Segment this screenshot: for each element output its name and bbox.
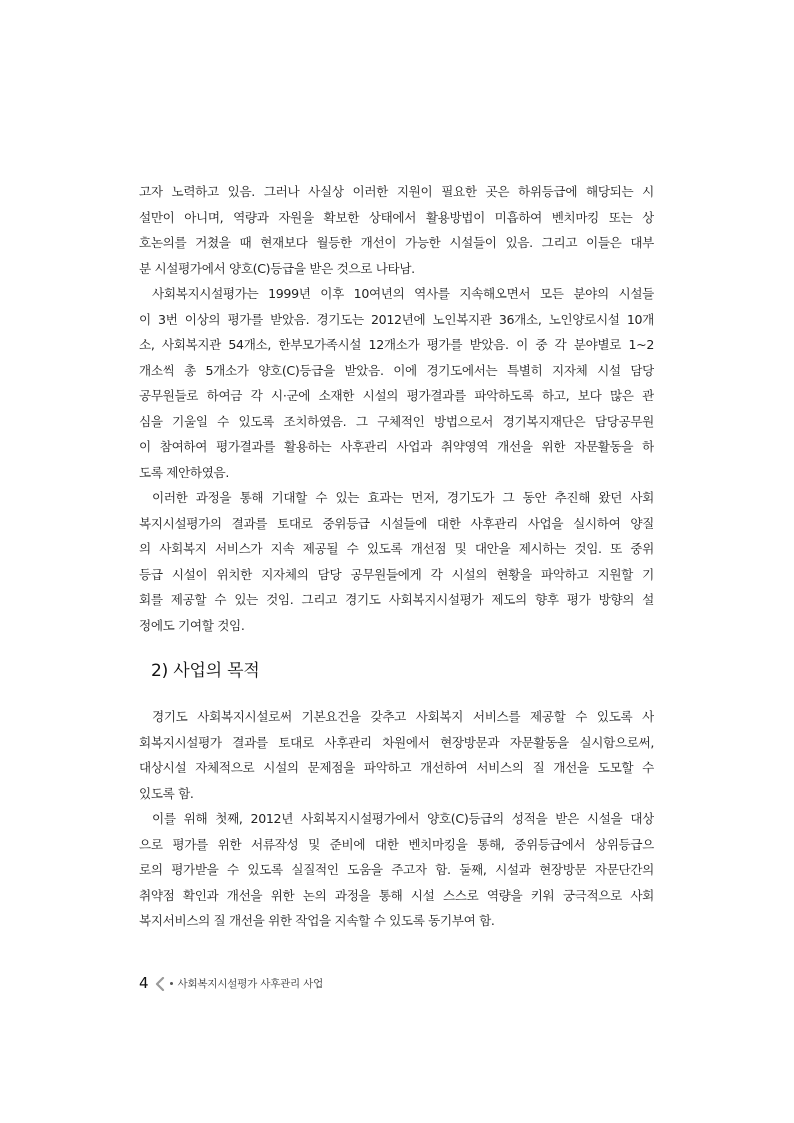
text-line: 이 참여하여 평가결과를 활용하는 사후관리 사업과 취약영역 개선을 위한 자문활동을 하 [139, 439, 654, 454]
text-line: 심을 기울일 수 있도록 조치하였음. 그 구체적인 방법으로서 경기복지재단은 담당공무원 [139, 413, 654, 429]
text-line: 분 시설평가에서 양호(C)등급을 받은 것으로 나타남. [139, 260, 415, 276]
text-line: 설만이 아니며, 역량과 자원을 확보한 상태에서 활용방법이 미흡하여 벤치마킹 또는 상 [139, 209, 654, 225]
text-line: 이를 위해 첫째, 2012년 사회복지시설평가에서 양호(C)등급의 성적을 받은 시설을 대상 [152, 811, 654, 826]
paragraph-expected-effects [139, 485, 654, 638]
text-line: 정에도 기여할 것임. [139, 617, 245, 633]
body-text [139, 179, 654, 934]
text-line: 이 3번 이상의 평가를 받았음. 경기도는 2012년에 노인복지관 36개소, 노인양로시설 10개 [139, 311, 654, 327]
text-line: 있도록 함. [139, 785, 194, 801]
text-line: 소, 사회복지관 54개소, 한부모가족시설 12개소가 평가를 받았음. 이 중 각 분야별로 1~2 [139, 337, 654, 352]
text-line: 호논의를 거쳤을 때 현재보다 월등한 개선이 가능한 시설들이 있음. 그리고 이들은 대부 [139, 235, 654, 250]
text-line: 고자 노력하고 있음. 그러나 사실상 이러한 지원이 필요한 곳은 하위등급에 해당되는 시 [139, 184, 654, 199]
page-number: 4 [139, 974, 149, 992]
section-heading-text: 2) 사업의 목적 [151, 661, 260, 681]
paragraph-evaluation-history [139, 281, 654, 485]
text-line: 경기도 사회복지시설로써 기본요건을 갖추고 사회복지 서비스를 제공할 수 있도록 사 [152, 709, 654, 724]
text-line: 공무원들로 하여금 각 시·군에 소재한 시설의 평가결과를 파악하도록 하고, 보다 많은 관 [139, 388, 654, 403]
footer-document-title: 사회복지시설평가 사후관리 사업 [177, 977, 324, 990]
text-line: 으로 평가를 위한 서류작성 및 준비에 대한 벤치마킹을 통해, 중위등급에서 상위등급으 [139, 836, 654, 852]
text-line: 대상시설 자체적으로 시설의 문제점을 파악하고 개선하여 서비스의 질 개선을 도모할 수 [139, 760, 654, 775]
paragraph-intro-continued [139, 179, 654, 281]
chevron-left-icon [154, 976, 166, 990]
section-heading [151, 658, 654, 684]
text-line: 회를 제공할 수 있는 것임. 그리고 경기도 사회복지시설평가 제도의 향후 평가 방향의 설 [139, 592, 654, 607]
text-line: 취약점 확인과 개선을 위한 논의 과정을 통해 시설 스스로 역량을 키워 궁극적으로 사회 [139, 887, 654, 903]
text-line: 의 사회복지 서비스가 지속 제공될 수 있도록 개선점 및 대안을 제시하는 것임. 또 중위 [139, 541, 654, 556]
text-line: 회복지시설평가 결과를 토대로 사후관리 차원에서 현장방문과 자문활동을 실시함으로써, [139, 734, 654, 750]
text-line: 도록 제안하였음. [139, 464, 230, 480]
text-line: 로의 평가받을 수 있도록 실질적인 도움을 주고자 함. 둘째, 시설과 현장방문 자문단간의 [139, 862, 654, 877]
text-line: 등급 시설이 위치한 지자체의 담당 공무원들에게 각 시설의 현황을 파악하고 지원할 기 [139, 566, 654, 582]
paragraph-purpose [139, 704, 654, 806]
text-line: 사회복지시설평가는 1999년 이후 10여년의 역사를 지속해오면서 모든 분야의 시설들 [152, 286, 654, 301]
text-line: 복지시설평가의 결과를 토대로 중위등급 시설들에 대한 사후관리 사업을 실시하여 양질 [139, 515, 654, 531]
page-footer [139, 972, 323, 994]
text-line: 이러한 과정을 통해 기대할 수 있는 효과는 먼저, 경기도가 그 동안 추진해 왔던 사회 [152, 490, 654, 505]
paragraph-purpose-details [139, 806, 654, 934]
bullet-dot-icon [170, 982, 173, 985]
text-line: 복지서비스의 질 개선을 위한 작업을 지속할 수 있도록 동기부여 함. [139, 913, 495, 928]
text-line: 개소씩 총 5개소가 양호(C)등급을 받았음. 이에 경기도에서는 특별히 지자체 시설 담당 [139, 362, 654, 378]
